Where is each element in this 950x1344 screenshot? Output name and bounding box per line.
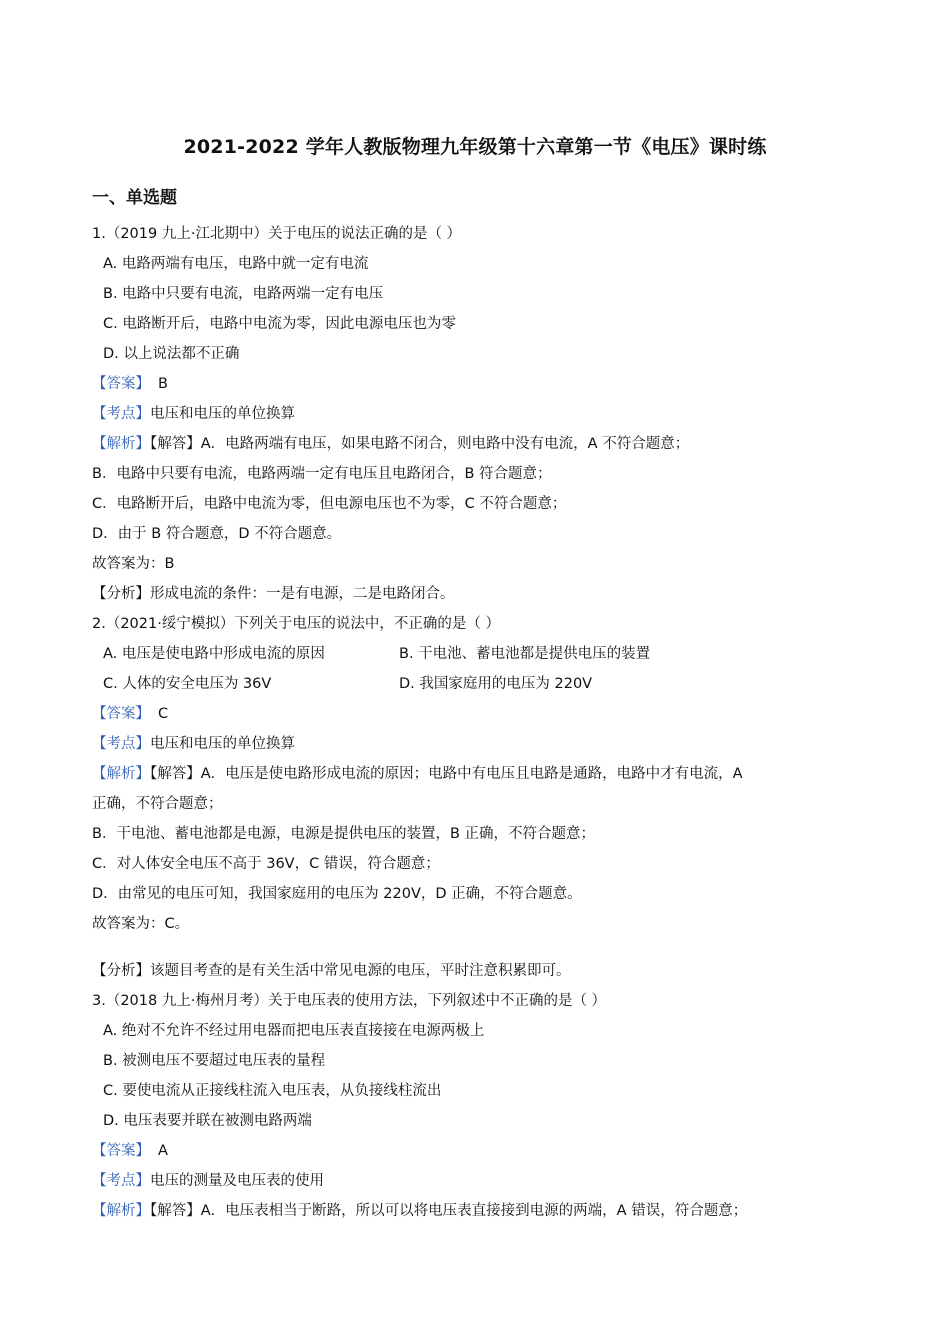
q1-stem: 1.（2019 九上·江北期中）关于电压的说法正确的是（ ）: [92, 226, 462, 242]
q3-option-d: D. 电压表要并联在被测电路两端: [103, 1113, 312, 1129]
q3-answer-value: A: [158, 1143, 168, 1159]
q1-analysis-first: 【解答】A．电路两端有电压，如果电路不闭合，则电路中没有电流，A 不符合题意；: [150, 436, 690, 452]
q3-option-b: B. 被测电压不要超过电压表的量程: [103, 1053, 326, 1069]
q2-option-a: A. 电压是使电路中形成电流的原因: [103, 646, 325, 662]
answer-label: 【答案】: [92, 1143, 150, 1159]
q1-analysis-row: [92, 429, 892, 459]
q1-analysis-line: D．由于 B 符合题意，D 不符合题意。: [92, 526, 342, 542]
q3-answer-row: [92, 1136, 892, 1166]
q3-point-value: 电压的测量及电压表的使用: [150, 1173, 324, 1189]
q2-option-c: C. 人体的安全电压为 36V: [103, 676, 272, 692]
analysis-label: 【解析】: [92, 1203, 150, 1219]
q2-point-row: [92, 729, 892, 759]
q2-analysis-line: D．由常见的电压可知，我国家庭用的电压为 220V，D 正确，不符合题意。: [92, 886, 582, 902]
q2-fenxi: 【分析】该题目考查的是有关生活中常见电源的电压，平时注意积累即可。: [92, 963, 571, 979]
q2-answer-row: [92, 699, 892, 729]
q2-analysis-row: [92, 759, 892, 789]
q1-option-c: C. 电路断开后，电路中电流为零，因此电源电压也为零: [103, 316, 456, 332]
q1-option-a: A. 电路两端有电压，电路中就一定有电流: [103, 256, 369, 272]
q2-analysis-line: 正确，不符合题意；: [92, 796, 223, 812]
q3-stem: 3.（2018 九上·梅州月考）关于电压表的使用方法，下列叙述中不正确的是（ ）: [92, 993, 607, 1009]
q2-stem: 2.（2021·绥宁模拟）下列关于电压的说法中，不正确的是（ ）: [92, 616, 500, 632]
q2-final-answer: 故答案为：C。: [92, 916, 190, 932]
q1-final-answer: 故答案为：B: [92, 556, 175, 572]
q3-option-c: C. 要使电流从正接线柱流入电压表，从负接线柱流出: [103, 1083, 442, 1099]
analysis-label: 【解析】: [92, 766, 150, 782]
q1-option-d: D. 以上说法都不正确: [103, 346, 240, 362]
q2-options-row-2: [92, 669, 892, 699]
answer-label: 【答案】: [92, 376, 150, 392]
q1-answer-value: B: [158, 376, 168, 392]
q2-analysis-first: 【解答】A．电压是使电路形成电流的原因；电路中有电压且电路是通路，电路中才有电流，A: [150, 766, 743, 782]
q1-answer-row: [92, 369, 892, 399]
document-title: 2021-2022 学年人教版物理九年级第十六章第一节《电压》课时练: [183, 136, 767, 158]
q2-analysis-line: C．对人体安全电压不高于 36V，C 错误，符合题意；: [92, 856, 440, 872]
q1-analysis-line: B．电路中只要有电流，电路两端一定有电压且电路闭合，B 符合题意；: [92, 466, 552, 482]
q2-point-value: 电压和电压的单位换算: [150, 736, 295, 752]
q3-point-row: [92, 1166, 892, 1196]
q3-option-a: A. 绝对不允许不经过用电器而把电压表直接接在电源两极上: [103, 1023, 485, 1039]
point-label: 【考点】: [92, 1173, 150, 1189]
q3-analysis-row: [92, 1196, 892, 1226]
q2-fenxi-row: [92, 939, 892, 986]
question-list: [92, 219, 892, 1226]
analysis-label: 【解析】: [92, 436, 150, 452]
q1-point-value: 电压和电压的单位换算: [150, 406, 295, 422]
section-heading: 一、单选题: [92, 188, 177, 208]
point-label: 【考点】: [92, 736, 150, 752]
q1-option-b: B. 电路中只要有电流，电路两端一定有电压: [103, 286, 384, 302]
q1-analysis-line: C．电路断开后，电路中电流为零，但电源电压也不为零，C 不符合题意；: [92, 496, 567, 512]
answer-label: 【答案】: [92, 706, 150, 722]
q2-answer-value: C: [158, 706, 169, 722]
q3-analysis-first: 【解答】A．电压表相当于断路，所以可以将电压表直接接到电源的两端，A 错误，符合题意；: [150, 1203, 748, 1219]
q2-option-b: B. 干电池、蓄电池都是提供电压的装置: [399, 646, 651, 662]
q2-option-d: D. 我国家庭用的电压为 220V: [399, 676, 593, 692]
q2-analysis-line: B．干电池、蓄电池都是电源，电源是提供电压的装置，B 正确，不符合题意；: [92, 826, 596, 842]
point-label: 【考点】: [92, 406, 150, 422]
q1-point-row: [92, 399, 892, 429]
q1-fenxi: 【分析】形成电流的条件：一是有电源，二是电路闭合。: [92, 586, 455, 602]
q2-options-row-1: [92, 639, 892, 669]
